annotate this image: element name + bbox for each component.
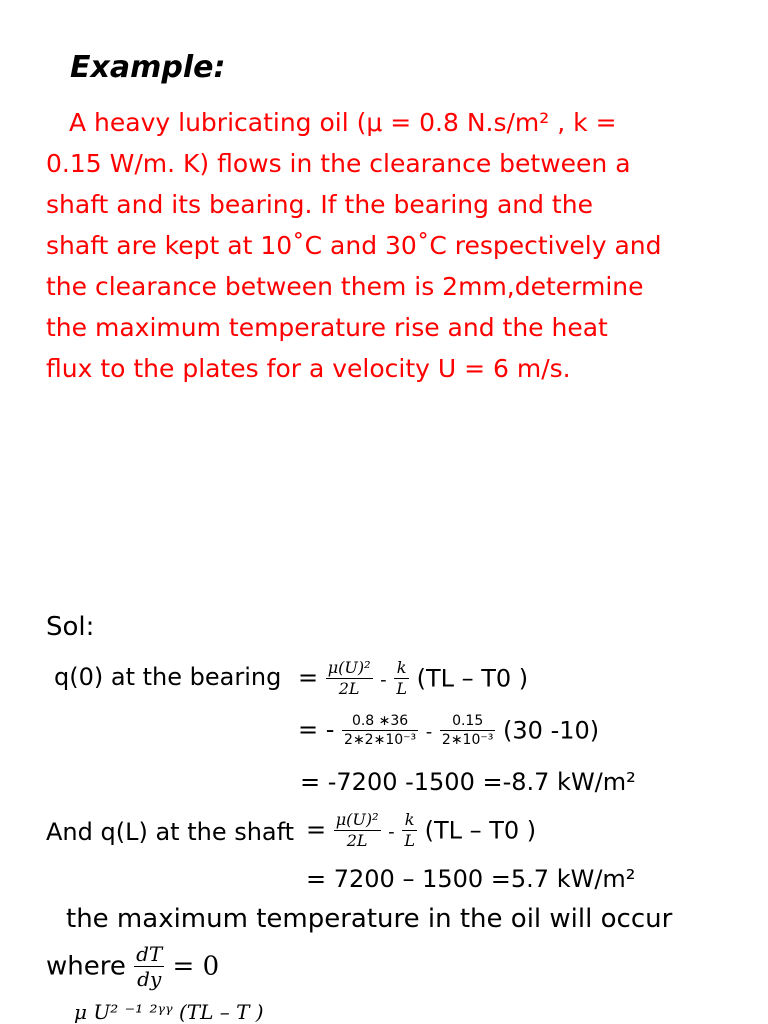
fraction-denominator: dy [134, 966, 164, 991]
equals-sign: = [306, 815, 327, 844]
problem-line: the clearance between them is 2mm,determine [46, 272, 644, 301]
fraction-denominator: 2L [326, 678, 373, 699]
minus-sign: - [425, 721, 433, 743]
fraction-denominator: 2L [334, 830, 381, 851]
eq5-result: = 7200 – 1500 =5.7 kW/m² [306, 865, 636, 893]
temperature-difference: (TL – T0 ) [424, 816, 537, 845]
temperature-values: (30 -10) [503, 716, 600, 745]
example-title: Example: [70, 50, 226, 85]
eq1-label: q(0) at the bearing [54, 663, 282, 691]
equals-sign: = [298, 663, 319, 692]
fraction-numerator: μ(U)² [335, 810, 379, 829]
problem-line: 0.15 W/m. K) flows in the clearance between a [46, 149, 631, 178]
equals-minus: = - [298, 715, 335, 744]
fraction-numerator: k [396, 658, 407, 677]
fraction-mu-u2-over-2l [326, 658, 373, 699]
problem-line: shaft are kept at 10˚C and 30˚C respectively and [46, 231, 662, 260]
fraction-denominator: 2∗10⁻³ [441, 732, 494, 748]
temperature-difference: (TL – T0 ) [416, 664, 529, 693]
solution-heading: Sol: [46, 612, 95, 642]
problem-line: flux to the plates for a velocity U = 6 m/s. [46, 354, 571, 383]
problem-statement [46, 102, 736, 389]
equals-zero: = 0 [172, 951, 220, 982]
eq4-expression [306, 810, 536, 851]
fraction-denominator: L [396, 679, 407, 698]
fraction-numerator: k [404, 810, 415, 829]
fraction-k-over-l [394, 658, 409, 699]
fraction-dt-dy [134, 942, 164, 991]
where-label: where [46, 951, 126, 982]
max-temperature-statement: the maximum temperature in the oil will occur [66, 904, 673, 934]
problem-line: shaft and its bearing. If the bearing and the [46, 190, 593, 219]
fraction-numeric-1 [342, 712, 418, 749]
fraction-numeric-2 [440, 712, 495, 749]
fraction-numerator: μ(U)² [327, 658, 371, 677]
minus-sign: - [388, 821, 395, 843]
fraction-denominator: L [404, 831, 415, 850]
fraction-denominator: 2∗2∗10⁻³ [344, 732, 417, 748]
eq4-label: And q(L) at the shaft [46, 818, 295, 846]
eq2-expression [298, 712, 599, 749]
eq3-result: = -7200 -1500 =-8.7 kW/m² [300, 768, 636, 796]
problem-line: the maximum temperature rise and the heat [46, 313, 608, 342]
fraction-mu-u2-over-2l [334, 810, 381, 851]
fraction-numerator: 0.8 ∗36 [351, 713, 409, 729]
fraction-numerator: dT [136, 942, 163, 966]
fraction-numerator: 0.15 [452, 713, 484, 729]
eq1-expression [298, 658, 528, 699]
fraction-k-over-l [402, 810, 417, 851]
problem-line: A heavy lubricating oil (μ = 0.8 N.s/m² , k = [69, 108, 617, 137]
where-condition [46, 942, 219, 991]
cut-off-equation: μ U² ⁻¹ ²ᵞᵞ (TL – T ) [74, 1000, 264, 1024]
minus-sign: - [380, 669, 387, 691]
